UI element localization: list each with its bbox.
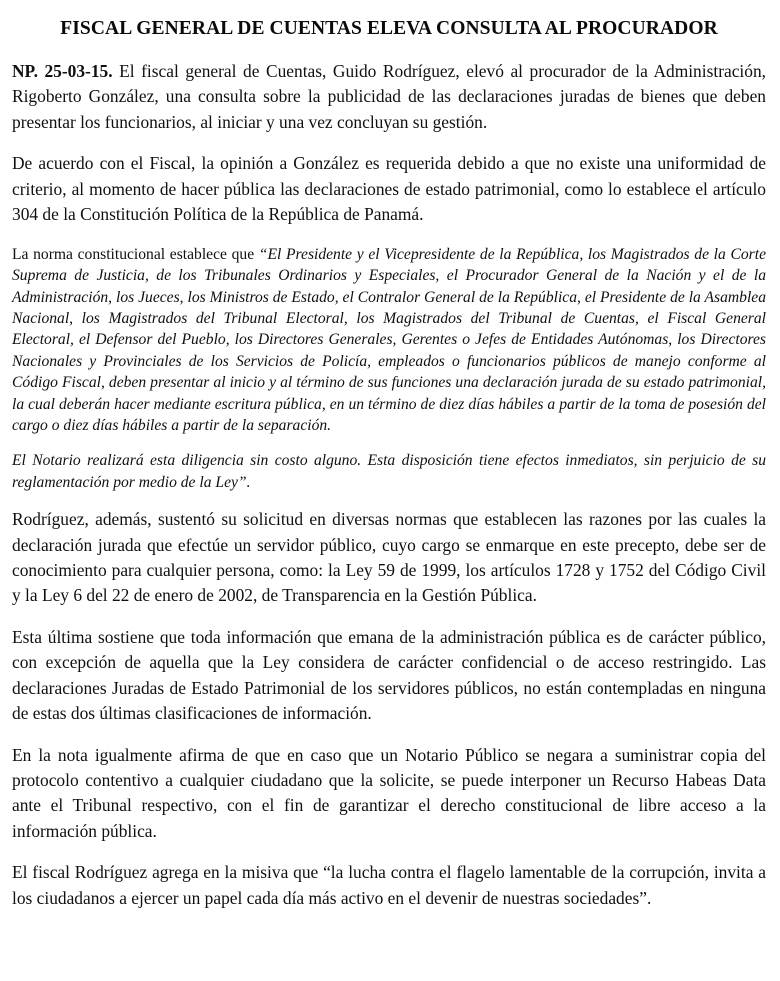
paragraph-intro-text: El fiscal general de Cuentas, Guido Rodríguez, elevó al procurador de la Administración, Rigoberto González, una consulta sobre la publicidad de las declaraciones juradas de bienes que deben presentar los funcionarios, al iniciar y una vez concluyan su gestión. [12,61,766,132]
constitutional-quote-block [12,244,766,437]
quote-article-304-text: “El Presidente y el Vicepresidente de la República, los Magistrados de la Corte Suprema de Justicia, de los Tribunales Ordinarios y Especiales, el Procurador General de la Nación y el de la Administración, los Jueces, los Ministros de Estado, el Contralor General de la República, el Presidente de la Asamblea Nacional, los Magistrados del Tribunal Electoral, los Magistrados del Tribunal de Cuentas, el Fiscal General Electoral, el Defensor del Pueblo, los Directores Generales, Gerentes o Jefes de Entidades Autónomas, los Directores Nacionales y Provinciales de los Servicios de Policía, empleados o funcionarios públicos de manejo conforme al Código Fiscal, deben presentar al inicio y al término de sus funciones una declaración jurada de su estado patrimonial, la cual deberán hacer mediante escritura pública, en un término de diez días hábiles a partir de la toma de posesión del cargo o diez días hábiles a partir de la separación. [12,245,767,435]
page-title: FISCAL GENERAL DE CUENTAS ELEVA CONSULTA AL PROCURADOR [60,18,718,39]
quote-lead-in: La norma constitucional establece que [12,245,259,263]
paragraph-habeas-data: En la nota igualmente afirma de que en caso que un Notario Público se negara a suministrar copia del protocolo contentivo a cualquier ciudadano que la solicite, se puede interponer un Recurso Habeas Data ante el Tribunal respectivo, con el fin de garantizar el derecho constitucional de libre acceso a la información pública. [12,744,766,841]
constitutional-quote-continued: El Notario realizará esta diligencia sin costo alguno. Esta disposición tiene efectos inmediatos, sin perjuicio de su reglamentación por medio de la Ley”. [12,452,766,491]
paragraph-intro [12,59,766,135]
paragraph-fiscal-opinion: De acuerdo con el Fiscal, la opinión a González es requerida debido a que no existe una uniformidad de criterio, al momento de hacer pública las declaraciones de estado patrimonial, como lo establece el artículo 304 de la Constitución Política de la República de Panamá. [12,153,766,224]
paragraph-legal-basis: Rodríguez, además, sustentó su solicitud en diversas normas que establecen las razones por las cuales la declaración jurada que efectúe un servidor público, cuyo cargo se enmarque en este precepto, debe ser de conocimiento para cualquier persona, como: la Ley 59 de 1999, los artículos 1728 y 1752 del Código Civil y la Ley 6 del 22 de enero de 2002, de Transparencia en la Gestión Pública. [12,509,766,606]
paragraph-transparency-law: Esta última sostiene que toda información que emana de la administración pública es de carácter público, con excepción de aquella que la Ley considera de carácter confidencial o de acceso restringido. Las declaraciones Juradas de Estado Patrimonial de los servidores públicos, no están contempladas en ninguna de estas dos últimas clasificaciones de información. [12,626,766,723]
document-page [0,17,780,981]
release-number: NP. 25-03-15. [12,61,113,81]
paragraph-closing-quote: El fiscal Rodríguez agrega en la misiva que “la lucha contra el flagelo lamentable de la corrupción, invita a los ciudadanos a ejercer un papel cada día más activo en el devenir de nuestras sociedades”. [12,862,766,908]
